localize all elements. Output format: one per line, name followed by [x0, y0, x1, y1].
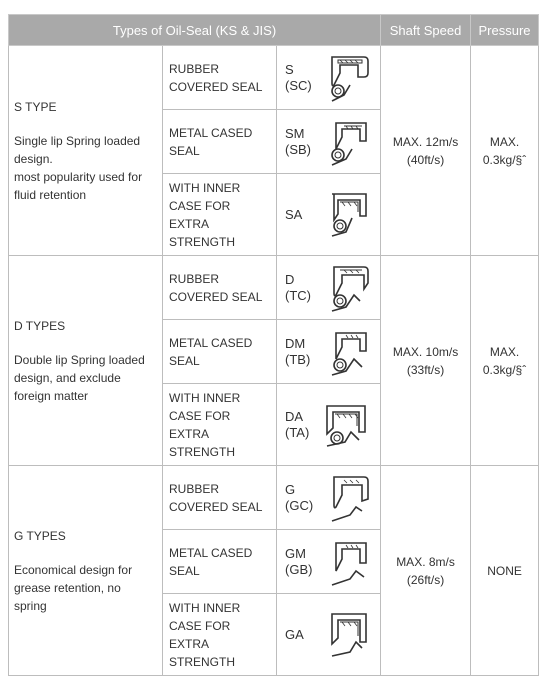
type-cell-d	[9, 256, 163, 466]
seal-code: SM (SB)	[277, 110, 321, 174]
type-title: S TYPE	[14, 99, 57, 114]
seal-diagram	[321, 530, 381, 594]
subtype-label: RUBBER COVERED SEAL	[163, 466, 277, 530]
seal-code: D (TC)	[277, 256, 321, 320]
shaft-speed-value: MAX. 10m/s (33ft/s)	[381, 256, 471, 466]
header-shaft-speed: Shaft Speed	[381, 15, 471, 46]
type-description: Double lip Spring loaded design, and exclude foreign matter	[14, 352, 145, 403]
table-row	[9, 466, 539, 530]
seal-diagram	[321, 174, 381, 256]
seal-ga-icon	[324, 608, 370, 662]
type-cell-s	[9, 46, 163, 256]
type-title: D TYPES	[14, 318, 66, 333]
seal-code: GA	[277, 594, 321, 676]
seal-code: DM (TB)	[277, 320, 321, 384]
subtype-label: METAL CASED SEAL	[163, 530, 277, 594]
seal-sa-icon	[324, 188, 370, 242]
header-row	[9, 15, 539, 46]
seal-diagram	[321, 384, 381, 466]
seal-tb-icon	[324, 325, 370, 379]
seal-ta-icon	[321, 398, 371, 452]
pressure-value: MAX. 0.3kg/§ˆ	[471, 46, 539, 256]
seal-sc-icon	[324, 51, 370, 105]
subtype-label: METAL CASED SEAL	[163, 110, 277, 174]
subtype-label: RUBBER COVERED SEAL	[163, 46, 277, 110]
subtype-label: RUBBER COVERED SEAL	[163, 256, 277, 320]
table-row	[9, 46, 539, 110]
shaft-speed-value: MAX. 8m/s (26ft/s)	[381, 466, 471, 676]
seal-diagram	[321, 256, 381, 320]
seal-diagram	[321, 46, 381, 110]
header-pressure: Pressure	[471, 15, 539, 46]
shaft-speed-value: MAX. 12m/s (40ft/s)	[381, 46, 471, 256]
seal-diagram	[321, 466, 381, 530]
type-description: Economical design for grease retention, no spring	[14, 562, 133, 613]
header-types: Types of Oil-Seal (KS & JIS)	[9, 15, 381, 46]
seal-code: DA (TA)	[277, 384, 321, 466]
pressure-value: MAX. 0.3kg/§ˆ	[471, 256, 539, 466]
type-description: Single lip Spring loaded design. most popularity used for fluid retention	[14, 133, 143, 202]
seal-code: SA	[277, 174, 321, 256]
type-cell-g	[9, 466, 163, 676]
table-row	[9, 256, 539, 320]
subtype-label: WITH INNER CASE FOR EXTRA STRENGTH	[163, 594, 277, 676]
subtype-label: WITH INNER CASE FOR EXTRA STRENGTH	[163, 174, 277, 256]
seal-code: GM (GB)	[277, 530, 321, 594]
oil-seal-types-table	[8, 14, 539, 676]
subtype-label: WITH INNER CASE FOR EXTRA STRENGTH	[163, 384, 277, 466]
type-title: G TYPES	[14, 528, 66, 543]
seal-gb-icon	[324, 535, 370, 589]
seal-code: S (SC)	[277, 46, 321, 110]
seal-diagram	[321, 594, 381, 676]
seal-tc-icon	[324, 261, 370, 315]
seal-sb-icon	[324, 115, 370, 169]
seal-code: G (GC)	[277, 466, 321, 530]
seal-diagram	[321, 320, 381, 384]
seal-gc-icon	[324, 471, 370, 525]
subtype-label: METAL CASED SEAL	[163, 320, 277, 384]
pressure-value: NONE	[471, 466, 539, 676]
seal-diagram	[321, 110, 381, 174]
